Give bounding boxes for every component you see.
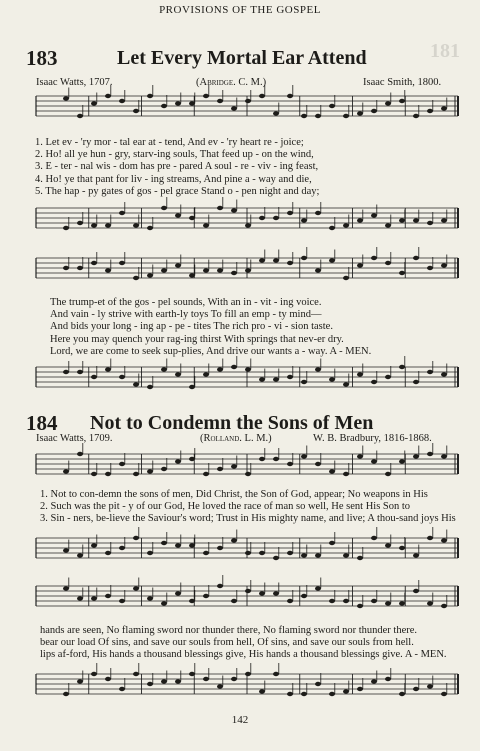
note-head xyxy=(91,543,97,547)
note-head xyxy=(413,114,419,118)
lyrics-block-184b xyxy=(40,625,447,662)
note-head xyxy=(161,467,167,471)
note-head xyxy=(287,551,293,555)
note-head xyxy=(189,101,195,105)
note-head xyxy=(343,382,349,386)
note-head xyxy=(343,472,349,476)
note-head xyxy=(385,543,391,547)
note-head xyxy=(329,377,335,381)
note-head xyxy=(329,258,335,262)
verse-line: lips af-ford, His hands a thousand blessings give, His hands a thousand blessings give. A - MEN. xyxy=(40,649,447,661)
note-head xyxy=(259,689,265,693)
note-head xyxy=(245,367,251,371)
note-head xyxy=(315,682,321,686)
hymn-words-credit-184: Isaac Watts, 1709. xyxy=(36,433,113,444)
note-head xyxy=(133,382,139,386)
note-head xyxy=(245,472,251,476)
note-head xyxy=(133,672,139,676)
note-head xyxy=(427,221,433,225)
note-head xyxy=(161,679,167,683)
note-head xyxy=(427,266,433,270)
note-head xyxy=(77,679,83,683)
note-head xyxy=(343,553,349,557)
note-head xyxy=(371,380,377,384)
note-head xyxy=(105,94,111,98)
note-head xyxy=(77,370,83,374)
note-head xyxy=(273,672,279,676)
note-head xyxy=(315,114,321,118)
note-head xyxy=(133,223,139,227)
note-head xyxy=(175,101,181,105)
note-head xyxy=(203,594,209,598)
note-head xyxy=(301,114,307,118)
note-head xyxy=(399,365,405,369)
note-head xyxy=(399,692,405,696)
note-head xyxy=(441,372,447,376)
note-head xyxy=(147,94,153,98)
note-head xyxy=(413,256,419,260)
note-head xyxy=(105,551,111,555)
note-head xyxy=(231,365,237,369)
note-head xyxy=(217,467,223,471)
note-head xyxy=(217,684,223,688)
note-head xyxy=(287,211,293,215)
note-head xyxy=(231,208,237,212)
note-head xyxy=(399,459,405,463)
note-head xyxy=(119,462,125,466)
note-head xyxy=(77,596,83,600)
note-head xyxy=(245,672,251,676)
page-number: 142 xyxy=(231,714,249,726)
note-head xyxy=(427,684,433,688)
verse-line: Here you may quench your rag-ing thirst With springs that nev-er dry. xyxy=(50,333,344,345)
note-head xyxy=(231,677,237,681)
note-head xyxy=(287,692,293,696)
verse-line: The trump-et of the gos - pel sounds, With an in - vit - ing voice. xyxy=(50,297,322,308)
verse-line: bear our load Of sins, and save our souls from hell, Of sins, and save our souls from hell. xyxy=(40,637,414,649)
note-head xyxy=(119,546,125,550)
note-head xyxy=(175,543,181,547)
note-head xyxy=(133,109,139,113)
note-head xyxy=(231,464,237,468)
hymn-tune-184 xyxy=(200,433,272,444)
note-head xyxy=(203,223,209,227)
note-head xyxy=(175,459,181,463)
note-head xyxy=(343,114,349,118)
note-head xyxy=(329,104,335,108)
note-head xyxy=(301,380,307,384)
note-head xyxy=(399,218,405,222)
note-head xyxy=(175,263,181,267)
note-head xyxy=(329,599,335,603)
note-head xyxy=(147,273,153,277)
note-head xyxy=(77,553,83,557)
note-head xyxy=(245,551,251,555)
note-head xyxy=(133,536,139,540)
note-head xyxy=(385,101,391,105)
note-head xyxy=(441,454,447,458)
note-head xyxy=(413,687,419,691)
note-head xyxy=(91,101,97,105)
note-head xyxy=(287,261,293,265)
note-head xyxy=(147,551,153,555)
note-head xyxy=(371,536,377,540)
note-head xyxy=(371,213,377,217)
note-head xyxy=(357,372,363,376)
note-head xyxy=(245,223,251,227)
note-head xyxy=(105,677,111,681)
note-head xyxy=(301,256,307,260)
note-head xyxy=(245,99,251,103)
note-head xyxy=(385,261,391,265)
note-head xyxy=(357,263,363,267)
verse-line: Lord, we are come to seek sup-plies, And drive our wants a - way. A - MEN. xyxy=(50,345,372,357)
note-head xyxy=(77,114,83,118)
note-head xyxy=(329,692,335,696)
verse-line: 3. Sin - ners, be-lieve the Saviour's word; Trust in His mighty name, and live; A thou-sand joys His xyxy=(40,513,456,525)
note-head xyxy=(189,457,195,461)
note-head xyxy=(175,591,181,595)
note-head xyxy=(329,541,335,545)
hymn-music-credit-184: W. B. Bradbury, 1816-1868. xyxy=(313,433,432,444)
verse-line: And bids your long - ing ap - pe - tites The rich pro - vi - sion taste. xyxy=(50,321,333,333)
note-head xyxy=(357,454,363,458)
note-head xyxy=(161,541,167,545)
note-head xyxy=(161,206,167,210)
tune-name: (Abridge. xyxy=(196,77,236,88)
note-head xyxy=(287,599,293,603)
note-head xyxy=(357,604,363,608)
note-head xyxy=(161,367,167,371)
note-head xyxy=(413,218,419,222)
note-head xyxy=(147,596,153,600)
note-head xyxy=(231,106,237,110)
note-head xyxy=(287,462,293,466)
note-head xyxy=(399,271,405,275)
note-head xyxy=(343,599,349,603)
note-head xyxy=(63,692,69,696)
note-head xyxy=(91,375,97,379)
note-head xyxy=(119,261,125,265)
note-head xyxy=(147,682,153,686)
note-head xyxy=(105,472,111,476)
note-head xyxy=(301,553,307,557)
note-head xyxy=(245,589,251,593)
note-head xyxy=(63,548,69,552)
note-head xyxy=(63,96,69,100)
note-head xyxy=(273,258,279,262)
note-head xyxy=(441,604,447,608)
note-head xyxy=(371,679,377,683)
note-head xyxy=(259,94,265,98)
note-head xyxy=(119,599,125,603)
tune-meter: L. M.) xyxy=(244,433,272,444)
note-head xyxy=(189,543,195,547)
note-head xyxy=(119,99,125,103)
note-head xyxy=(105,223,111,227)
note-head xyxy=(203,268,209,272)
note-head xyxy=(119,687,125,691)
note-head xyxy=(91,596,97,600)
note-head xyxy=(427,452,433,456)
note-head xyxy=(315,211,321,215)
note-head xyxy=(385,677,391,681)
note-head xyxy=(315,367,321,371)
note-head xyxy=(203,551,209,555)
note-head xyxy=(133,586,139,590)
hymn-tune-183 xyxy=(196,77,266,88)
running-head: PROVISIONS OF THE GOSPEL xyxy=(159,4,321,16)
hymn-music-credit-183: Isaac Smith, 1800. xyxy=(363,77,442,88)
note-head xyxy=(273,216,279,220)
note-head xyxy=(105,367,111,371)
note-head xyxy=(273,457,279,461)
note-head xyxy=(119,211,125,215)
note-head xyxy=(301,594,307,598)
note-head xyxy=(189,273,195,277)
note-head xyxy=(413,589,419,593)
note-head xyxy=(441,106,447,110)
note-head xyxy=(161,601,167,605)
note-head xyxy=(105,594,111,598)
note-head xyxy=(385,472,391,476)
note-head xyxy=(217,546,223,550)
note-head xyxy=(63,370,69,374)
note-head xyxy=(133,276,139,280)
note-head xyxy=(357,687,363,691)
hymn-words-credit-183: Isaac Watts, 1707. xyxy=(36,77,113,88)
note-head xyxy=(217,584,223,588)
note-head xyxy=(63,586,69,590)
bleed-through-number: 181 xyxy=(430,40,460,62)
note-head xyxy=(77,266,83,270)
note-head xyxy=(441,538,447,542)
note-head xyxy=(105,268,111,272)
note-head xyxy=(413,380,419,384)
hymn-title-183: Let Every Mortal Ear Attend xyxy=(117,47,367,69)
note-head xyxy=(259,457,265,461)
note-head xyxy=(287,375,293,379)
verse-line: 1. Let ev - 'ry mor - tal ear at - tend, And ev - 'ry heart re - joice; xyxy=(35,137,304,148)
note-head xyxy=(77,452,83,456)
note-head xyxy=(385,375,391,379)
note-head xyxy=(259,551,265,555)
note-head xyxy=(343,223,349,227)
tune-name: (Rolland. xyxy=(200,433,242,444)
note-head xyxy=(147,226,153,230)
note-head xyxy=(259,258,265,262)
note-head xyxy=(91,672,97,676)
note-head xyxy=(175,213,181,217)
verse-line: hands are seen, No flaming sword nor thunder there, No flaming sword nor thunder there. xyxy=(40,625,418,636)
note-head xyxy=(203,94,209,98)
note-head xyxy=(203,372,209,376)
note-head xyxy=(161,268,167,272)
note-head xyxy=(63,266,69,270)
note-head xyxy=(301,454,307,458)
note-head xyxy=(259,591,265,595)
note-head xyxy=(427,109,433,113)
note-head xyxy=(133,472,139,476)
note-head xyxy=(315,462,321,466)
lyrics-block-183b xyxy=(50,297,371,358)
note-head xyxy=(315,586,321,590)
note-head xyxy=(413,553,419,557)
note-head xyxy=(371,599,377,603)
note-head xyxy=(385,601,391,605)
note-head xyxy=(63,469,69,473)
note-head xyxy=(231,271,237,275)
note-head xyxy=(203,677,209,681)
note-head xyxy=(357,556,363,560)
note-head xyxy=(259,216,265,220)
note-head xyxy=(329,226,335,230)
note-head xyxy=(301,218,307,222)
lyrics-block-184a xyxy=(40,489,456,526)
note-head xyxy=(273,556,279,560)
note-head xyxy=(329,469,335,473)
note-head xyxy=(119,375,125,379)
note-head xyxy=(91,223,97,227)
note-head xyxy=(63,226,69,230)
note-head xyxy=(189,385,195,389)
verse-line: 2. Ho! all ye hun - gry, starv-ing souls, That feed up - on the wind, xyxy=(35,149,314,161)
note-head xyxy=(273,377,279,381)
hymn-title-184: Not to Condemn the Sons of Men xyxy=(90,412,374,434)
note-head xyxy=(91,472,97,476)
note-head xyxy=(273,111,279,115)
note-head xyxy=(399,546,405,550)
verse-line: 3. E - ter - nal wis - dom has pre - pared A soul - re - viv - ing feast, xyxy=(35,161,319,173)
tune-meter: C. M.) xyxy=(238,77,267,88)
note-head xyxy=(147,469,153,473)
lyrics-block-183a xyxy=(35,137,319,198)
note-head xyxy=(399,601,405,605)
note-head xyxy=(343,276,349,280)
verse-line: 4. Ho! ye that pant for liv - ing streams, And pine a - way and die, xyxy=(35,173,312,185)
note-head xyxy=(189,599,195,603)
note-head xyxy=(217,268,223,272)
note-head xyxy=(343,689,349,693)
note-head xyxy=(77,221,83,225)
note-head xyxy=(357,218,363,222)
note-head xyxy=(427,536,433,540)
note-head xyxy=(413,454,419,458)
note-head xyxy=(427,601,433,605)
verse-line: 1. Not to con-demn the sons of men, Did Christ, the Son of God, appear; No weapons in His xyxy=(40,489,428,500)
note-head xyxy=(189,216,195,220)
note-head xyxy=(315,268,321,272)
note-head xyxy=(427,370,433,374)
note-head xyxy=(287,94,293,98)
note-head xyxy=(231,538,237,542)
note-head xyxy=(371,459,377,463)
note-head xyxy=(259,377,265,381)
note-head xyxy=(315,553,321,557)
note-head xyxy=(217,367,223,371)
note-head xyxy=(399,99,405,103)
hymn-number-183: 183 xyxy=(26,46,58,70)
verse-line: And vain - ly strive with earth-ly toys To fill an emp - ty mind— xyxy=(50,309,322,321)
note-head xyxy=(441,263,447,267)
note-head xyxy=(217,206,223,210)
note-head xyxy=(203,472,209,476)
note-head xyxy=(357,111,363,115)
hymn-number-184: 184 xyxy=(26,411,58,435)
note-head xyxy=(301,692,307,696)
note-head xyxy=(175,679,181,683)
note-head xyxy=(217,99,223,103)
note-head xyxy=(161,104,167,108)
note-head xyxy=(441,218,447,222)
verse-line: 2. Such was the pit - y of our God, He loved the race of man so well, He sent His Son to xyxy=(40,501,411,513)
note-head xyxy=(231,599,237,603)
note-head xyxy=(147,385,153,389)
note-head xyxy=(91,261,97,265)
note-head xyxy=(371,109,377,113)
note-head xyxy=(175,372,181,376)
note-head xyxy=(385,223,391,227)
verse-line: 5. The hap - py gates of gos - pel grace Stand o - pen night and day; xyxy=(35,185,320,197)
note-head xyxy=(245,268,251,272)
note-head xyxy=(189,672,195,676)
note-head xyxy=(273,591,279,595)
note-head xyxy=(371,256,377,260)
note-head xyxy=(441,692,447,696)
